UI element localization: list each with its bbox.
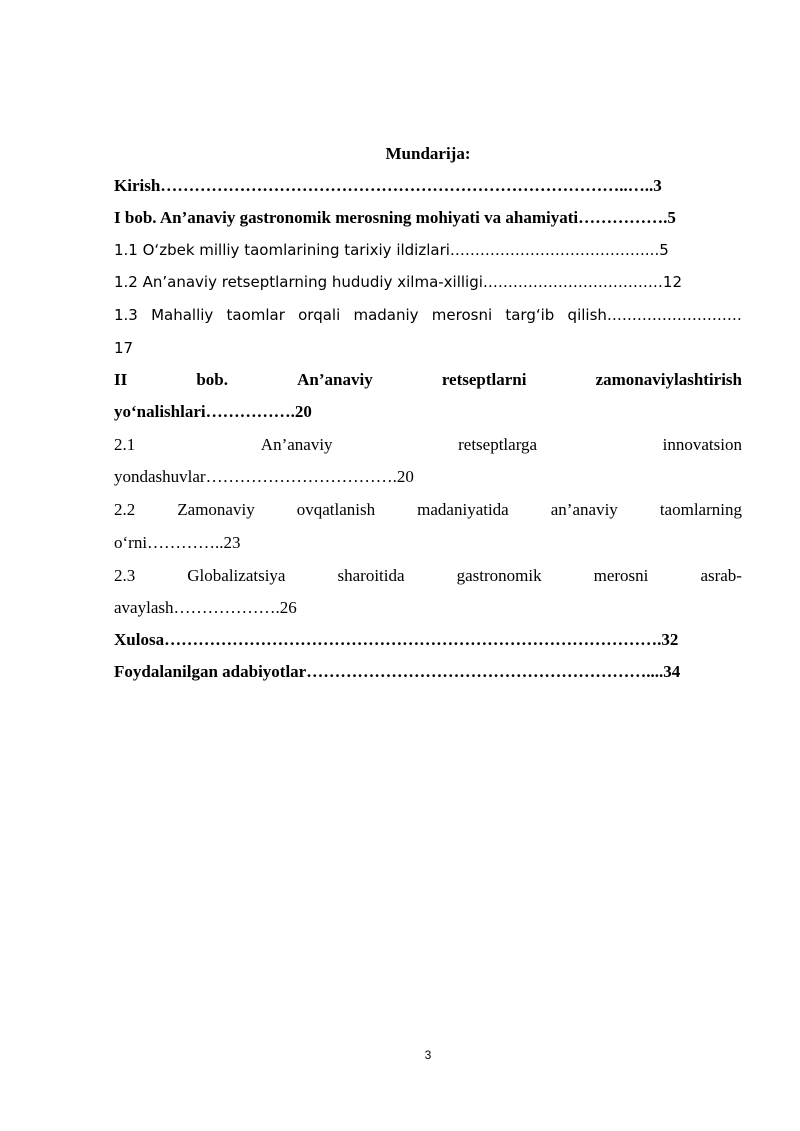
toc-entry-chapter-1[interactable]: I bob. An’anaviy gastronomik merosning mohiyati va ahamiyati…………….5 xyxy=(114,208,676,227)
toc-word: taomlarning xyxy=(659,500,742,519)
toc-entry-xulosa[interactable]: Xulosa…………………………………………………………………………….32 xyxy=(114,630,679,649)
toc-word: retseptlarni xyxy=(441,370,527,389)
toc-entry-chapter-2[interactable] xyxy=(114,370,742,390)
toc-entry-section-1-3-page: 17 xyxy=(114,339,134,357)
toc-word: taomlar xyxy=(226,306,285,324)
toc-word: II xyxy=(114,370,128,389)
toc-word: ovqatlanish xyxy=(296,500,376,519)
toc-entry-section-2-1-cont: yondashuvlar…………………………….20 xyxy=(114,467,414,486)
toc-entry-kirish[interactable]: Kirish………………………………………………………………………..…..3 xyxy=(114,176,662,195)
toc-word: qilish……………………… xyxy=(567,306,742,324)
toc-word: 2.3 xyxy=(114,566,136,585)
toc-word: An’anaviy xyxy=(260,435,333,454)
toc-entry-section-1-1[interactable]: 1.1 O‘zbek milliy taomlarining tarixiy ildizlari…………………………………...5 xyxy=(114,241,669,259)
toc-word: Zamonaviy xyxy=(177,500,255,519)
page-number: 3 xyxy=(424,1048,432,1062)
toc-word: targ‘ib xyxy=(505,306,555,324)
toc-entry-chapter-2-cont: yo‘nalishlari…………….20 xyxy=(114,402,312,421)
toc-entry-section-1-2[interactable]: 1.2 An’anaviy retseptlarning hududiy xilma-xilligi………………………………12 xyxy=(114,273,682,291)
toc-entry-section-1-3[interactable] xyxy=(114,306,742,324)
toc-word: innovatsion xyxy=(662,435,742,454)
toc-word: orqali xyxy=(298,306,341,324)
toc-entry-section-2-3-cont: avaylash……………….26 xyxy=(114,598,297,617)
toc-word: bob. xyxy=(196,370,229,389)
toc-word: sharoitida xyxy=(337,566,405,585)
toc-word: retseptlarga xyxy=(458,435,538,454)
toc-word: merosni xyxy=(593,566,649,585)
toc-word: Globalizatsiya xyxy=(187,566,286,585)
toc-word: zamonaviylashtirish xyxy=(595,370,742,389)
toc-word: Mahalliy xyxy=(151,306,214,324)
toc-entry-section-2-2-cont: o‘rni…………..23 xyxy=(114,533,241,552)
toc-word: asrab- xyxy=(700,566,742,585)
toc-entry-section-2-3[interactable] xyxy=(114,566,742,586)
toc-entry-section-2-1[interactable] xyxy=(114,435,742,455)
toc-entry-adabiyotlar[interactable]: Foydalanilgan adabiyotlar……………………………………………………....34 xyxy=(114,662,681,681)
toc-entry-section-2-2[interactable] xyxy=(114,500,742,520)
toc-word: 2.1 xyxy=(114,435,136,454)
toc-word: 2.2 xyxy=(114,500,136,519)
toc-word: 1.3 xyxy=(114,306,138,324)
toc-word: madaniyatida xyxy=(417,500,509,519)
toc-word: madaniy xyxy=(353,306,419,324)
toc-title: Mundarija: xyxy=(385,144,471,163)
toc-word: An’anaviy xyxy=(297,370,373,389)
toc-word: merosni xyxy=(431,306,493,324)
toc-word: an’anaviy xyxy=(550,500,618,519)
toc-word: gastronomik xyxy=(456,566,542,585)
